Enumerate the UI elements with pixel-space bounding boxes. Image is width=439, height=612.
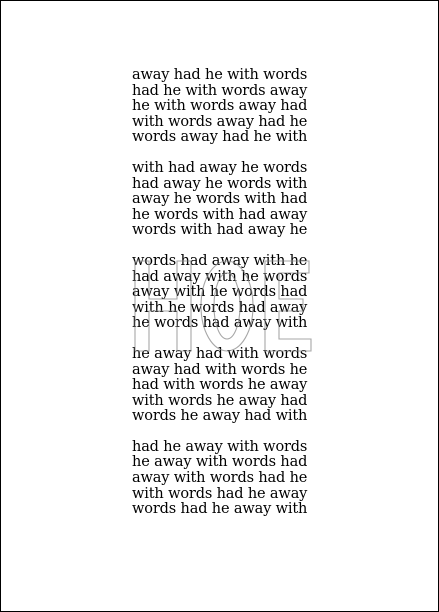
poem-line: with had away he words xyxy=(132,159,308,176)
poem-line: had away with he words xyxy=(132,268,308,285)
poem-line: with he words had away xyxy=(132,299,308,316)
poem-line: words with had away he xyxy=(132,222,308,239)
poem-line: away had he with words xyxy=(132,67,308,83)
poem-line: he away with words had xyxy=(132,454,308,471)
poem-line: away with words had he xyxy=(132,470,308,487)
stanza-2 xyxy=(132,161,332,239)
poem-line: words away had he with xyxy=(132,129,308,146)
poem-line: with words away had he xyxy=(132,113,308,130)
poem-line: he away had with words xyxy=(132,345,308,362)
poem-line: he with words away had xyxy=(132,98,308,115)
poem-line: had he with words away xyxy=(132,82,308,99)
poem-text xyxy=(132,68,332,533)
poem-line: words he away had with xyxy=(132,408,308,425)
poem-line: words had he away with xyxy=(132,501,308,518)
poem-line: away had with words he xyxy=(132,361,308,378)
poem-line: had with words he away xyxy=(132,377,308,394)
poem-line: with words had he away xyxy=(132,485,308,502)
stanza-3 xyxy=(132,254,332,332)
poem-line: he words had away with xyxy=(132,315,308,332)
stanza-5 xyxy=(132,440,332,518)
poem-line: away he words with had xyxy=(132,191,308,208)
poem-line: had he away with words xyxy=(132,438,308,455)
stanza-4 xyxy=(132,347,332,425)
stanza-1 xyxy=(132,68,332,146)
poem-line: away with he words had xyxy=(132,284,308,301)
poem-line: had away he words with xyxy=(132,175,308,192)
poem-line: with words he away had xyxy=(132,392,308,409)
poem-line: words had away with he xyxy=(132,252,308,269)
poem-line: he words with had away xyxy=(132,206,308,223)
